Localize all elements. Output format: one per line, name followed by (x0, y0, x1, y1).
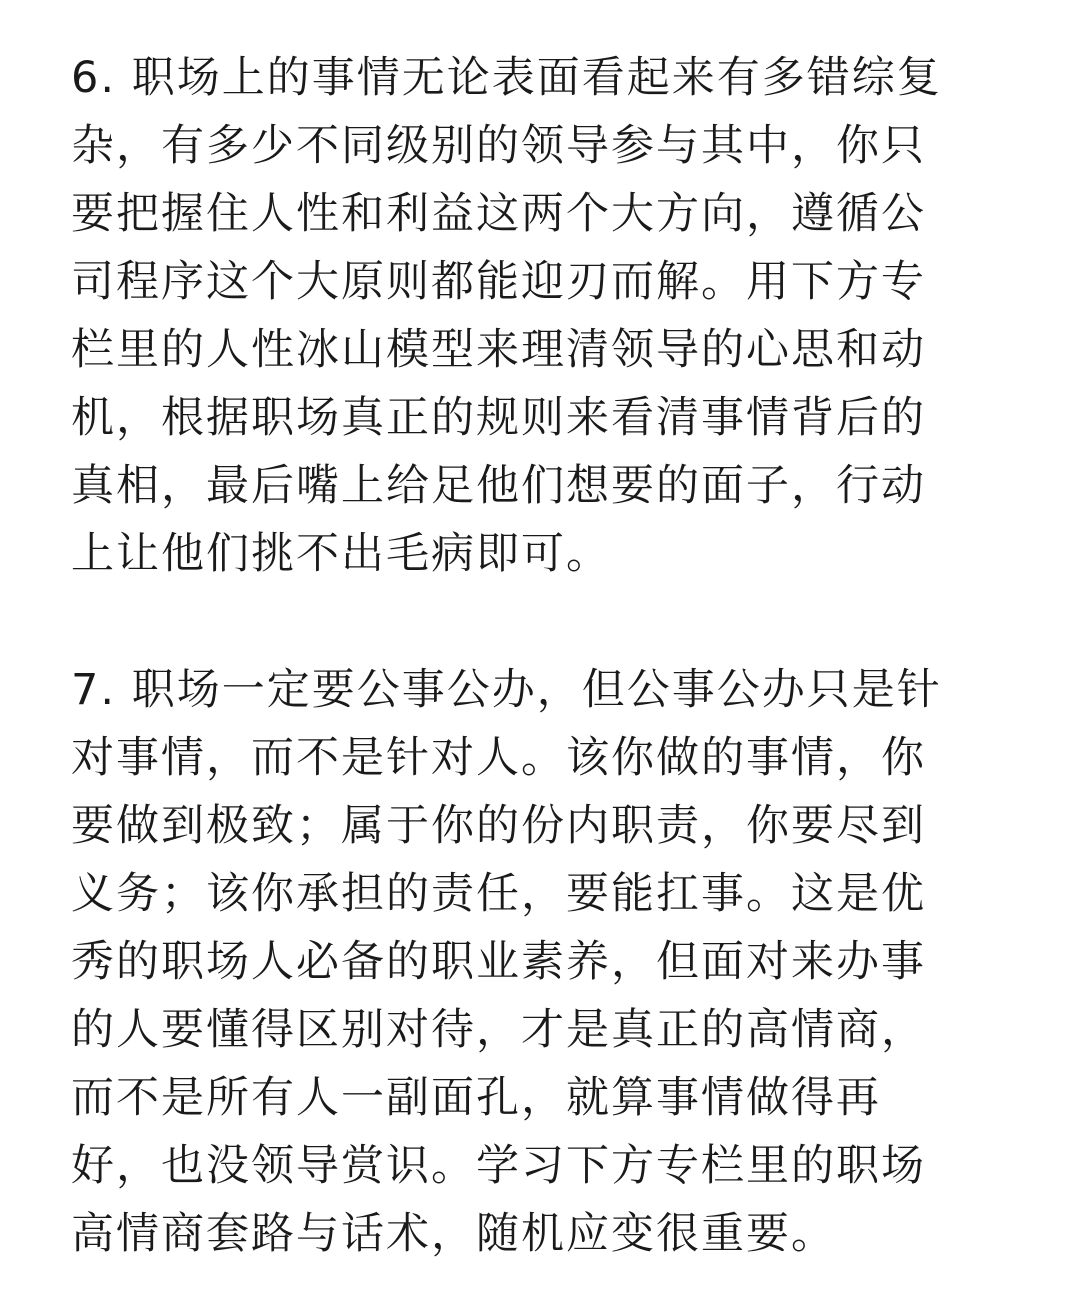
text-line: 上让他们挑不出毛病即可。 (71, 529, 611, 579)
text-line: 高情商套路与话术，随机应变很重要。 (71, 1209, 836, 1259)
text-line: 7. 职场一定要公事公办，但公事公办只是针 (71, 665, 942, 715)
paragraph-7 (71, 656, 1011, 1268)
text-line: 6. 职场上的事情无论表面看起来有多错综复 (71, 53, 942, 103)
text-line: 好，也没领导赏识。学习下方专栏里的职场 (71, 1141, 926, 1191)
text-line: 要把握住人性和利益这两个大方向，遵循公 (71, 189, 926, 239)
text-line: 秀的职场人必备的职业素养，但面对来办事 (71, 937, 926, 987)
article-body (71, 44, 1011, 1268)
text-line: 真相，最后嘴上给足他们想要的面子，行动 (71, 461, 926, 511)
text-line: 对事情，而不是针对人。该你做的事情，你 (71, 733, 926, 783)
text-line: 司程序这个大原则都能迎刃而解。用下方专 (71, 257, 926, 307)
text-line: 要做到极致；属于你的份内职责，你要尽到 (71, 801, 926, 851)
text-line: 栏里的人性冰山模型来理清领导的心思和动 (71, 325, 926, 375)
text-line: 机，根据职场真正的规则来看清事情背后的 (71, 393, 926, 443)
text-line: 的人要懂得区别对待，才是真正的高情商， (71, 1005, 926, 1055)
text-line: 义务；该你承担的责任，要能扛事。这是优 (71, 869, 926, 919)
paragraph-6 (71, 44, 1011, 588)
text-line: 而不是所有人一副面孔，就算事情做得再 (71, 1073, 881, 1123)
text-line: 杂，有多少不同级别的领导参与其中，你只 (71, 121, 926, 171)
